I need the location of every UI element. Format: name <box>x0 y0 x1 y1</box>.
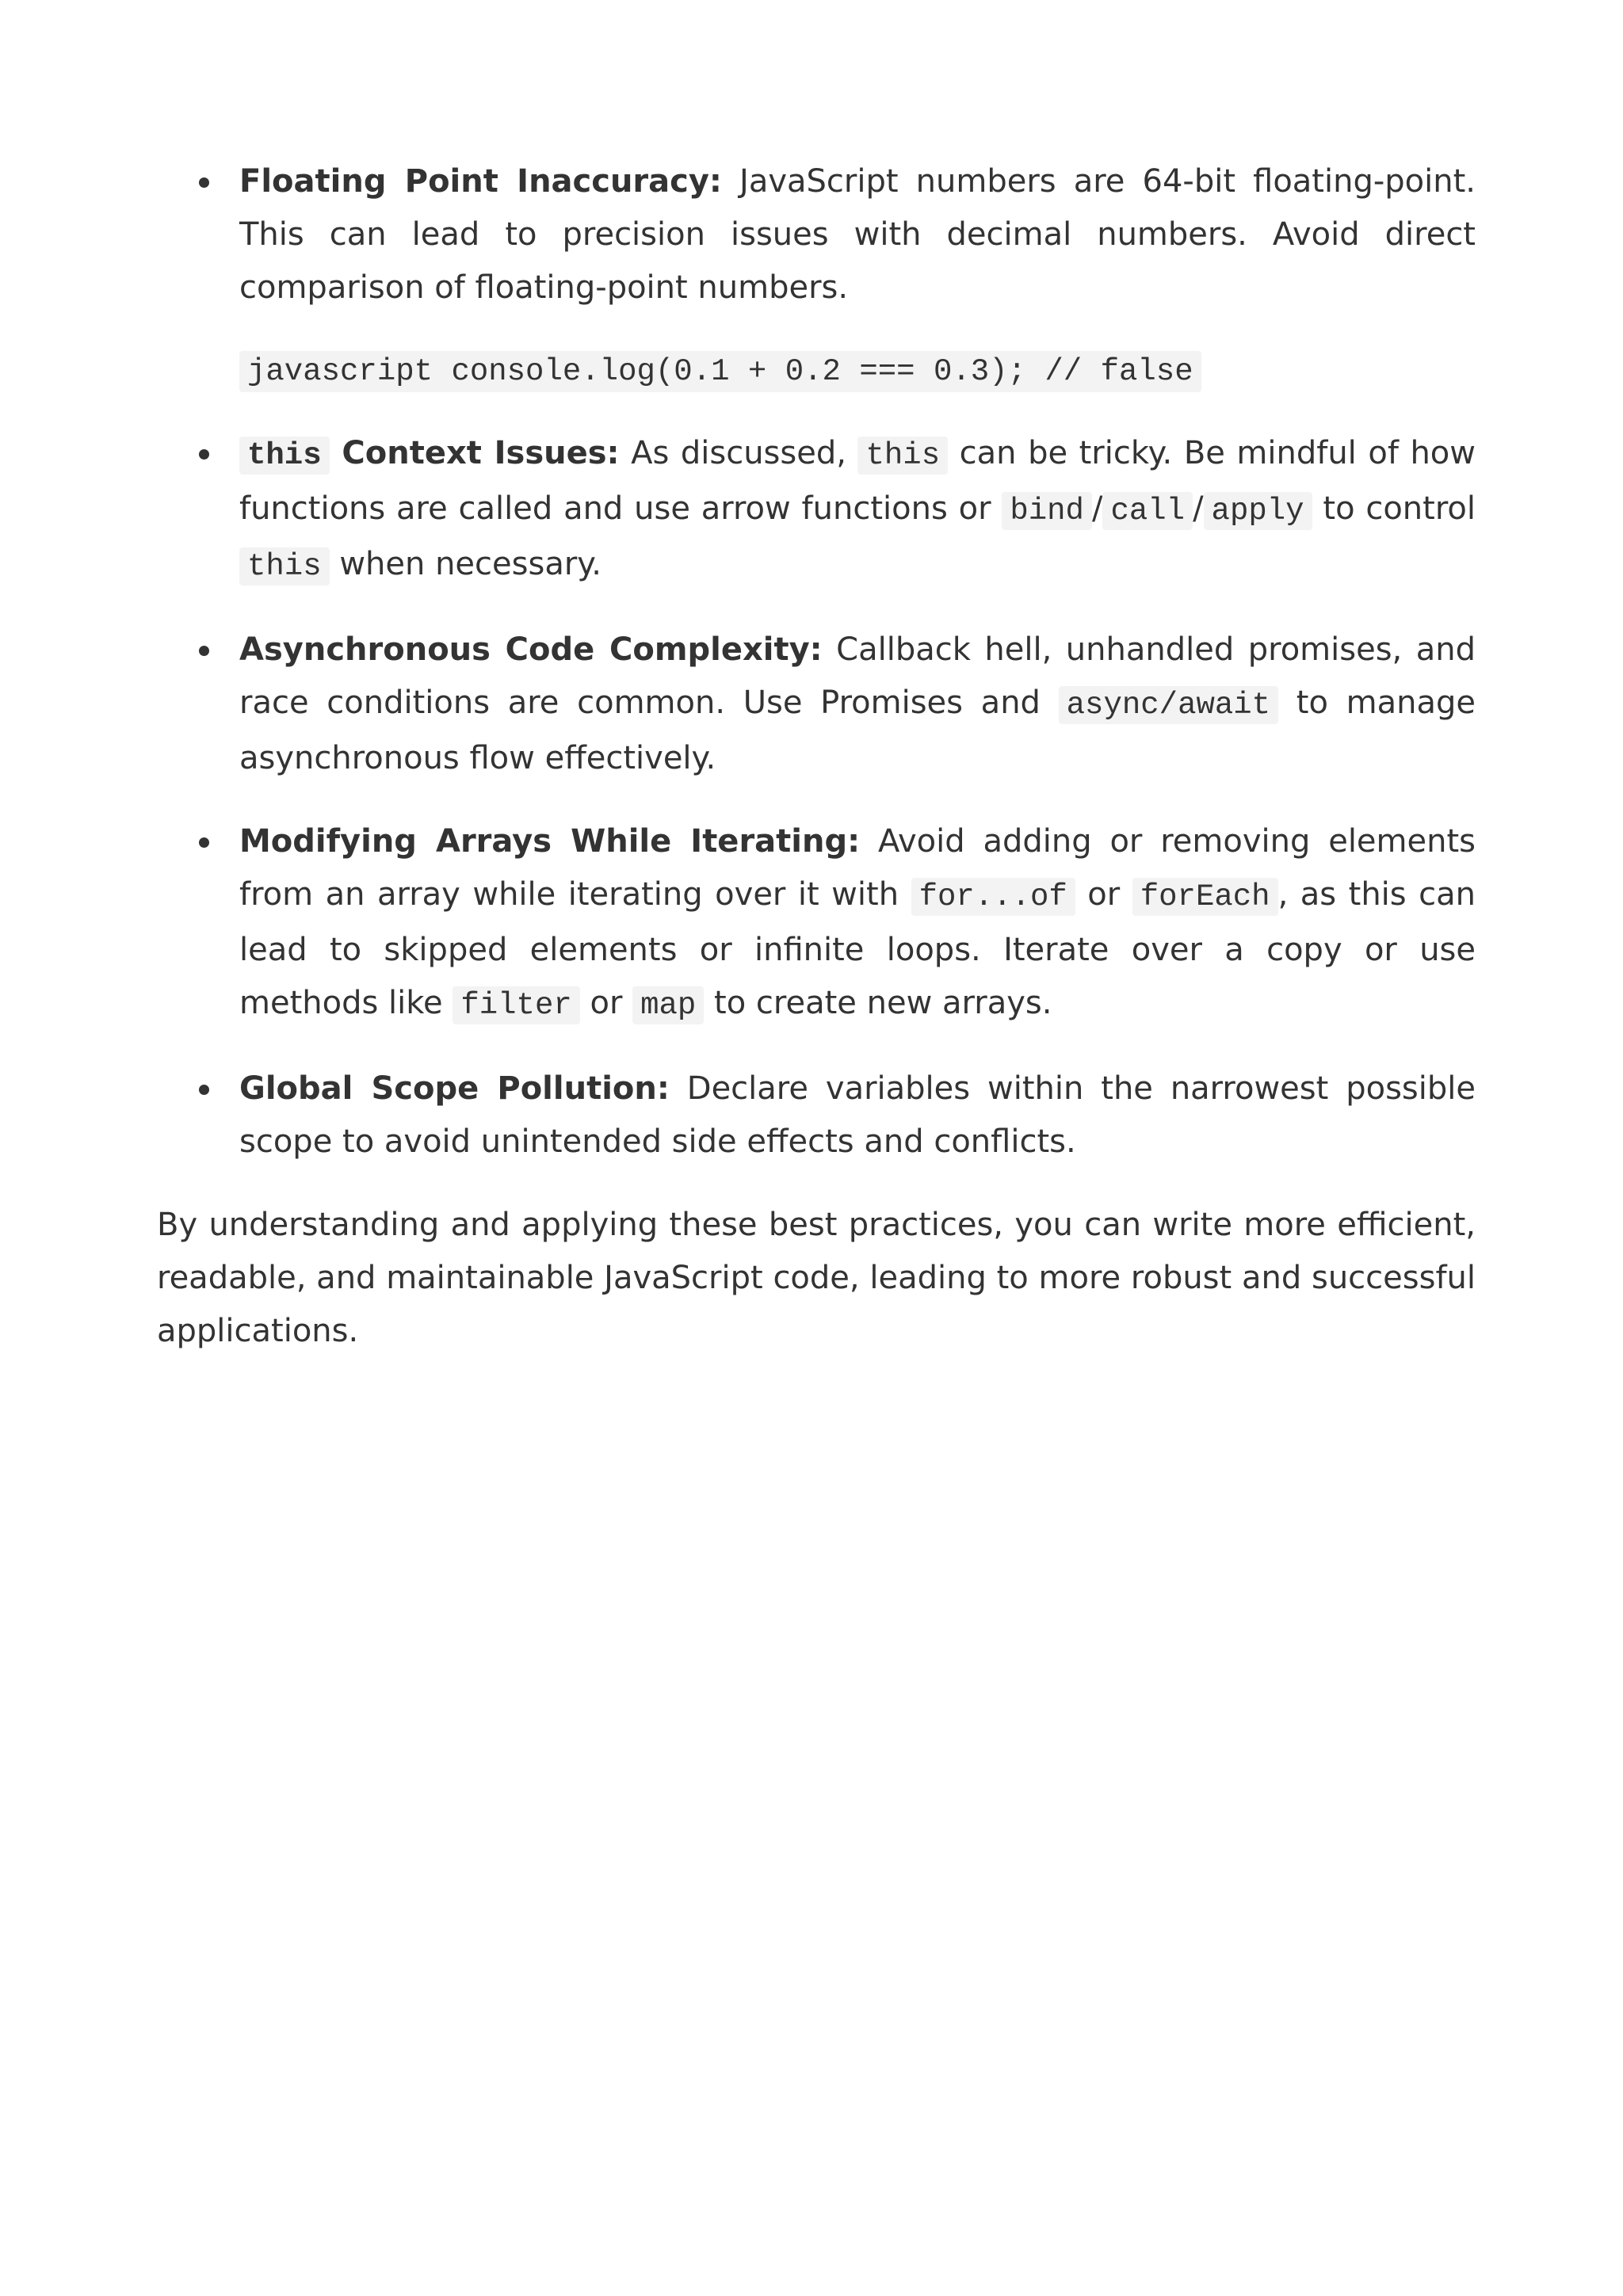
inline-code: forEach <box>1132 878 1278 916</box>
item-text: , as this can lead to skipped elements or infinite loops. Iterate over a copy or use methods like <box>239 876 1476 1021</box>
item-text: or <box>1075 876 1132 913</box>
bullet-icon <box>199 177 209 188</box>
bullet-icon <box>199 837 209 848</box>
closing-paragraph: By understanding and applying these best practices, you can write more efficient, readable, and maintainable JavaScript code, leading to more robust and successful applications. <box>157 1207 1476 1349</box>
inline-code: async/await <box>1059 686 1278 724</box>
item-text: to control <box>1312 490 1476 527</box>
item-text: to create new arrays. <box>704 985 1052 1021</box>
item-text: Callback hell, unhandled promises, and race conditions are common. Use Promises and <box>239 631 1476 721</box>
inline-code: bind <box>1002 492 1092 530</box>
item-text: Declare variables within the narrowest possible scope to avoid unintended side effects and conflicts. <box>239 1070 1476 1160</box>
item-text: or <box>579 985 633 1021</box>
item-text: Avoid adding or removing elements from an array while iterating over it with <box>239 823 1476 913</box>
list-item-async-complexity <box>157 624 1476 785</box>
inline-code: apply <box>1204 492 1312 530</box>
list-item-modifying-arrays <box>157 815 1476 1032</box>
document-content <box>157 155 1476 1390</box>
item-text: JavaScript numbers are 64-bit floating-point. This can lead to precision issues with decimal numbers. Avoid direct comparison of floating-point numbers. <box>239 163 1476 306</box>
list-item-floating-point <box>157 155 1476 315</box>
separator: / <box>1091 490 1103 527</box>
item-title: Floating Point Inaccuracy: <box>239 163 722 200</box>
code-example <box>239 346 1476 395</box>
pitfalls-list <box>157 155 1476 1169</box>
inline-code: for...of <box>911 878 1075 916</box>
inline-code: this <box>857 437 948 475</box>
item-text: As discussed, <box>619 435 858 471</box>
inline-code: filter <box>453 986 579 1024</box>
bullet-icon <box>199 449 209 460</box>
bullet-icon <box>199 646 209 656</box>
item-title-code: this <box>239 437 330 475</box>
inline-code: call <box>1102 492 1193 530</box>
item-text: can be tricky. Be mindful of how functions are called and use arrow functions or <box>239 435 1476 527</box>
code-example-text: javascript console.log(0.1 + 0.2 === 0.3); // false <box>239 351 1201 392</box>
separator: / <box>1193 490 1204 527</box>
item-text: to manage asynchronous flow effectively. <box>239 685 1476 776</box>
item-title: Asynchronous Code Complexity: <box>239 631 823 668</box>
item-title: Context Issues: <box>329 435 620 471</box>
list-item-global-scope <box>157 1062 1476 1169</box>
inline-code: this <box>239 547 330 585</box>
inline-code: map <box>632 986 704 1024</box>
bullet-icon <box>199 1085 209 1095</box>
list-item-this-context <box>157 427 1476 593</box>
item-title: Global Scope Pollution: <box>239 1070 670 1107</box>
item-text: when necessary. <box>329 546 601 582</box>
item-title: Modifying Arrays While Iterating: <box>239 823 861 860</box>
